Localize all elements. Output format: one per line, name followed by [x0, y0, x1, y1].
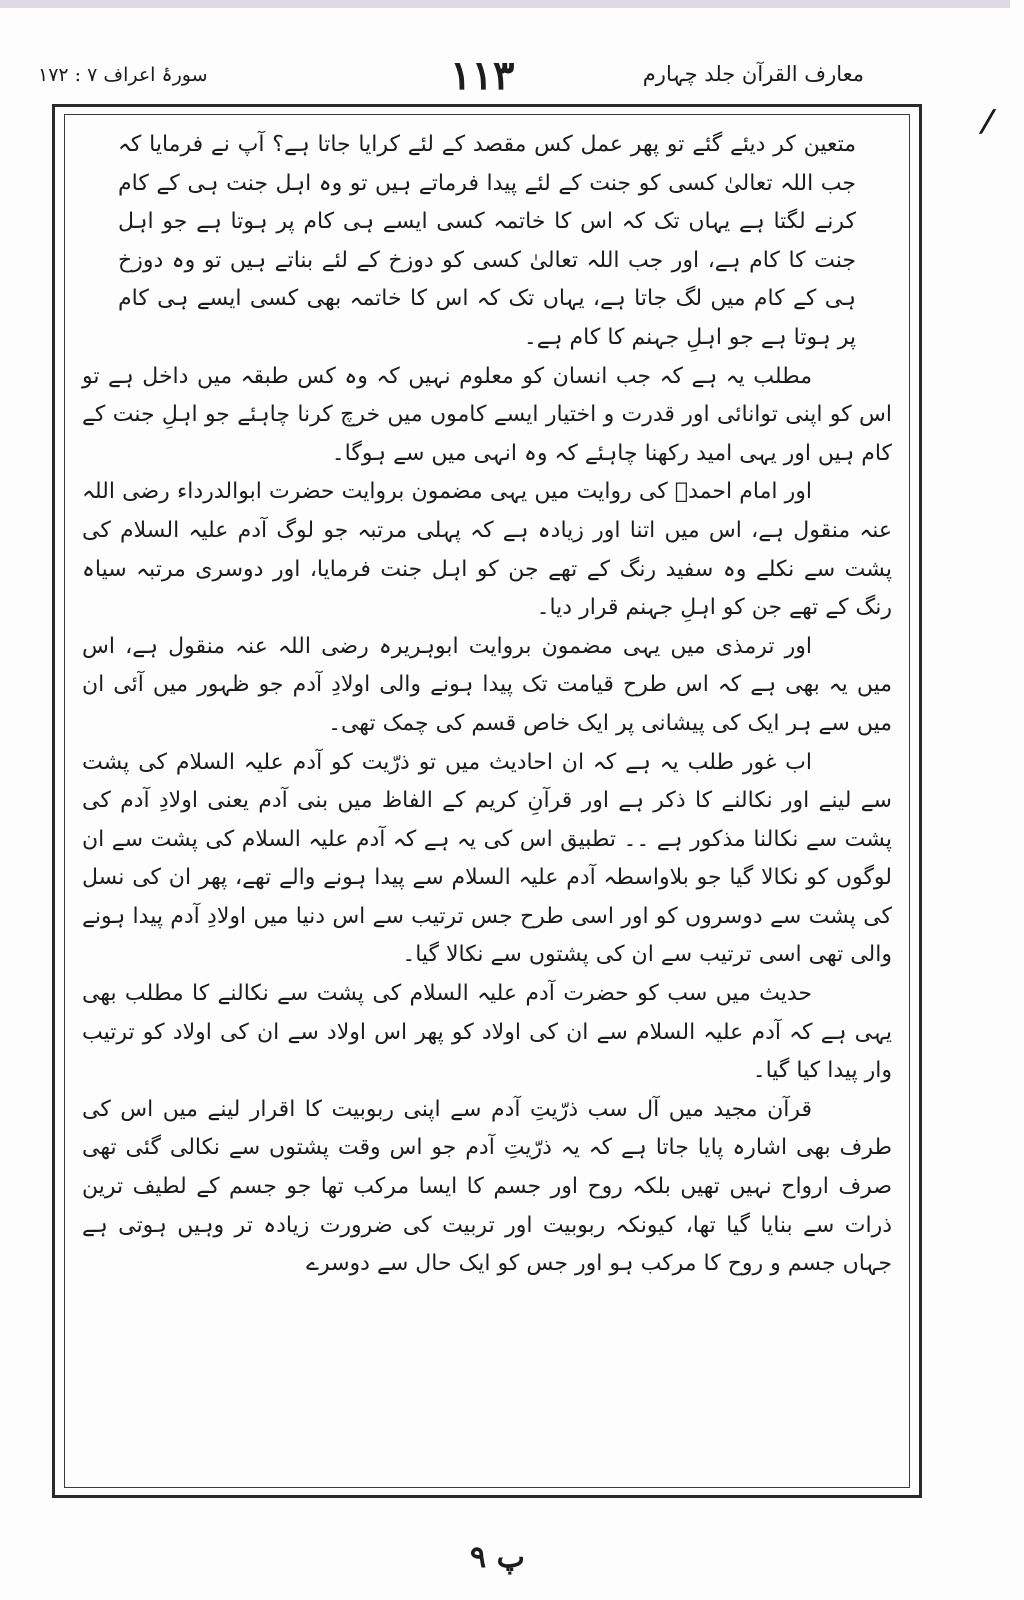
paragraph-quran-indication: قرآن مجید میں آل سب ذرّیتِ آدم سے اپنی ربوبیت کا اقرار لینے میں اس کی طرف بھی اشارہ پایا جاتا ہے کہ یہ ذرّیتِ آدم جو اس وقت پشتوں سے نکالی گئی تھی صرف ارواح نہیں تھیں بلکہ روح اور جسم کا ایسا مرکب تھا جو جسم کے لطیف ترین ذرات سے بنایا گیا تھا، کیونکہ ربوبیت اور تربیت کی ضرورت زیادہ تر وہیں ہوتی ہے جہاں جسم و روح کا مرکب ہو اور جس کو ایک حال سے دوسرے [82, 1096, 892, 1277]
scan-top-strip [0, 0, 1010, 8]
paragraph-tirmidhi: اور ترمذی میں یہی مضمون بروایت ابوہریرہ رضی اللہ عنہ منقول ہے، اس میں یہ بھی ہے کہ اس طرح قیامت تک پیدا ہونے والی اولادِ آدم جو ظہور میں آئی ان میں سے ہر ایک کی پیشانی پر ایک خاص قسم کی چمک تھی۔ [82, 633, 892, 736]
paragraph-hadith-quote: متعین کر دیئے گئے تو پھر عمل کس مقصد کے لئے کرایا جاتا ہے؟ آپ نے فرمایا کہ جب اللہ تعالیٰ کسی کو جنت کے لئے پیدا فرماتے ہیں تو وہ اہل جنت ہی کے کام کرنے لگتا ہے یہاں تک کہ اس کا خاتمہ کسی ایسے ہی کام پر ہوتا ہے جو اہل جنت کا کام ہے، اور جب اللہ تعالیٰ کسی کو دوزخ کے لئے بناتے ہیں تو وہ دوزخ ہی کے کام میں لگ جاتا ہے، یہاں تک کہ اس کا خاتمہ بھی کسی ایسے ہی کام پر ہوتا ہے جو اہلِ جہنم کا کام ہے۔ [118, 132, 856, 350]
page-number: ١١٣ [450, 52, 515, 99]
paragraph-hadith-meaning: حدیث میں سب کو حضرت آدم علیہ السلام کی پشت سے نکالنے کا مطلب بھی یہی ہے کہ آدم علیہ السلام سے ان کی اولاد کو پھر اس اولاد سے ان کی اولاد کو ترتیب وار پیدا کیا گیا۔ [82, 981, 892, 1084]
paragraph-reconciliation: اب غور طلب یہ ہے کہ ان احادیث میں تو ذرّیت کو آدم علیہ السلام کی پشت سے لینے اور نکالنے کا ذکر ہے اور قرآنِ کریم کے الفاظ میں بنی آدم یعنی اولادِ آدم کی پشت سے نکالنا مذکور ہے ۔۔ تطبیق اس کی یہ ہے کہ آدم علیہ السلام کی پشت سے ان لوگوں کو نکالا گیا جو بلاواسطہ آدم علیہ السلام سے پیدا ہونے والے تھے، پھر ان کی نسل کی پشت سے دوسروں کو اور اسی طرح جس ترتیب سے اس دنیا میں اولادِ آدم پیدا ہونے والی تھی اسی ترتیب سے ان کی پشتوں سے نکالا گیا۔ [82, 749, 892, 968]
paragraph-explanation: مطلب یہ ہے کہ جب انسان کو معلوم نہیں کہ وہ کس طبقہ میں داخل ہے تو اس کو اپنی توانائی اور قدرت و اختیار ایسے کاموں میں خرچ کرنا چاہئے جو اہلِ جنت کے کام ہیں اور یہی امید رکھنا چاہئے کہ وہ انہی میں سے ہوگا۔ [82, 363, 892, 466]
book-title: معارف القرآن جلد چہارم [642, 62, 864, 86]
margin-mark: / [977, 104, 998, 139]
running-head [0, 52, 1024, 102]
paragraph-imam-ahmad: اور امام احمدؒ کی روایت میں یہی مضمون بروایت حضرت ابوالدرداء رضی اللہ عنہ منقول ہے، اس میں اتنا اور زیادہ ہے کہ پہلی مرتبہ جو لوگ آدم علیہ السلام کی پشت سے نکلے وہ سفید رنگ کے تھے جن کو اہل جنت فرمایا، اور دوسری مرتبہ سیاہ رنگ کے تھے جن کو اہلِ جہنم قرار دیا۔ [82, 479, 892, 621]
surah-reference: سورۂ اعراف ۷ : ۱۷۲ [38, 64, 208, 86]
signature-mark: پ ۹ [470, 1540, 525, 1575]
page-body [82, 126, 892, 1284]
